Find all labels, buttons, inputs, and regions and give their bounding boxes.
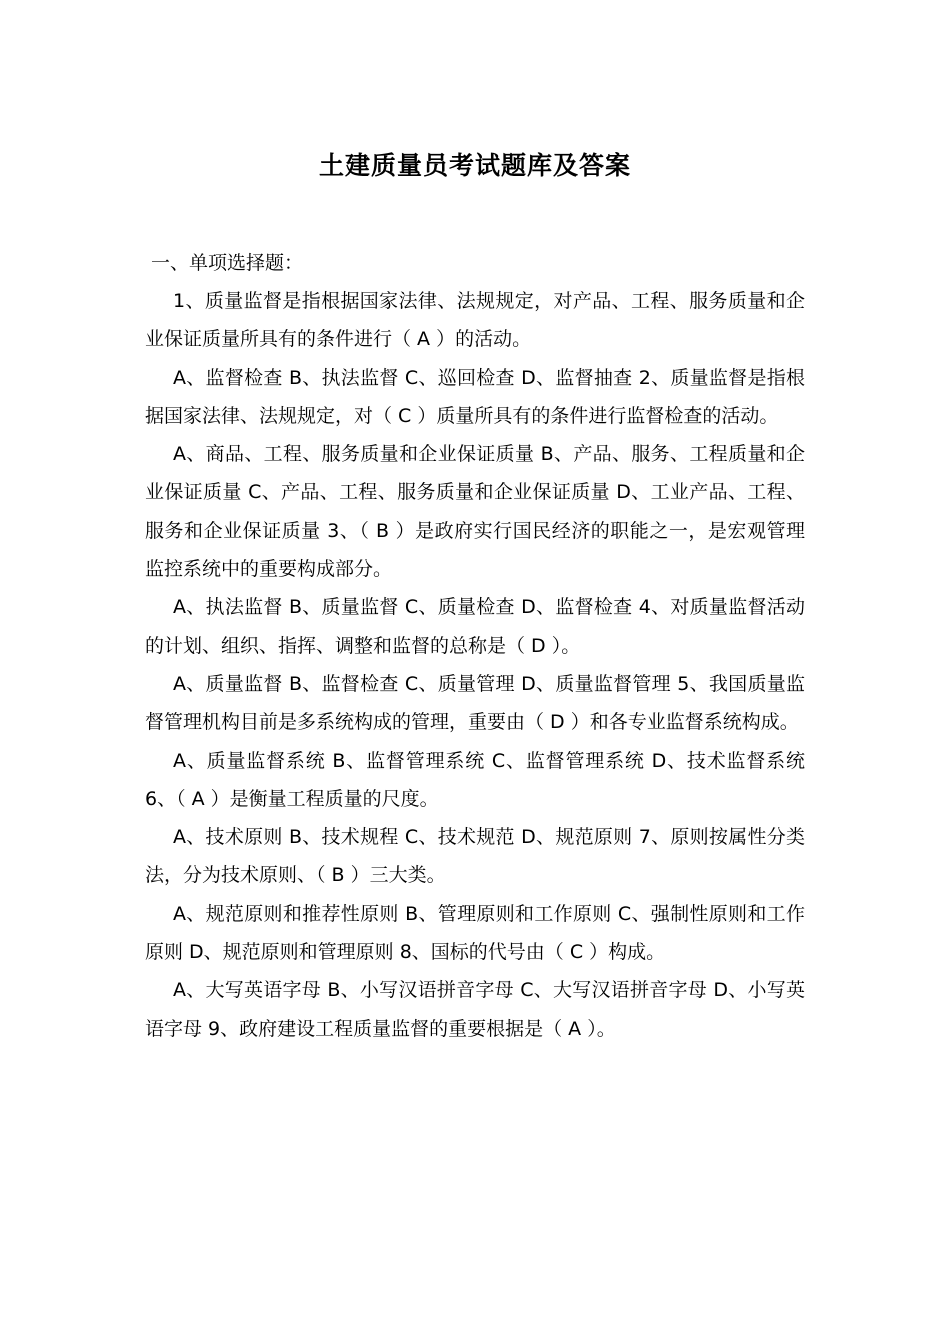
document-title: 土建质量员考试题库及答案 [318,151,631,180]
paragraph-9: A、大写英语字母 B、小写汉语拼音字母 C、大写汉语拼音字母 D、小写英语字母 9、政府建设工程质量监督的重要根据是（ A ）。 [145,979,805,1040]
document-body [145,244,805,1048]
paragraph-5: A、质量监督 B、监督检查 C、质量管理 D、质量监督管理 5、我国质量监督管理机构目前是多系统构成的管理，重要由（ D ）和各专业监督系统构成。 [145,672,805,734]
paragraph-2: A、监督检查 B、执法监督 C、巡回检查 D、监督抽查 2、质量监督是指根据国家法律、法规规定，对（ C ）质量所具有的条件进行监督检查的活动。 [145,366,805,427]
paragraph-1: 1、质量监督是指根据国家法律、法规规定，对产品、工程、服务质量和企业保证质量所具有的条件进行（ A ）的活动。 [145,290,805,351]
paragraph-4: A、执法监督 B、质量监督 C、质量检查 D、监督检查 4、对质量监督活动的计划、组织、指挥、调整和监督的总称是（ D ）。 [145,596,805,657]
paragraph-3: A、商品、工程、服务质量和企业保证质量 B、产品、服务、工程质量和企业保证质量 C、产品、工程、服务质量和企业保证质量 D、工业产品、工程、服务和企业保证质量 3、（ B ）是政府实行国民经济的职能之一，是宏观管理监控系统中的重要构成部分。 [145,443,805,581]
paragraph-6: A、质量监督系统 B、监督管理系统 C、监督管理系统 D、技术监督系统 6、（ A ）是衡量工程质量的尺度。 [145,749,805,810]
paragraph-8: A、规范原则和推荐性原则 B、管理原则和工作原则 C、强制性原则和工作原则 D、规范原则和管理原则 8、国标的代号由（ C ）构成。 [145,902,805,964]
paragraph-7: A、技术原则 B、技术规程 C、技术规范 D、规范原则 7、原则按属性分类法，分为技术原则、（ B ）三大类。 [145,826,805,887]
section-heading: 一、单项选择题： [151,252,304,274]
